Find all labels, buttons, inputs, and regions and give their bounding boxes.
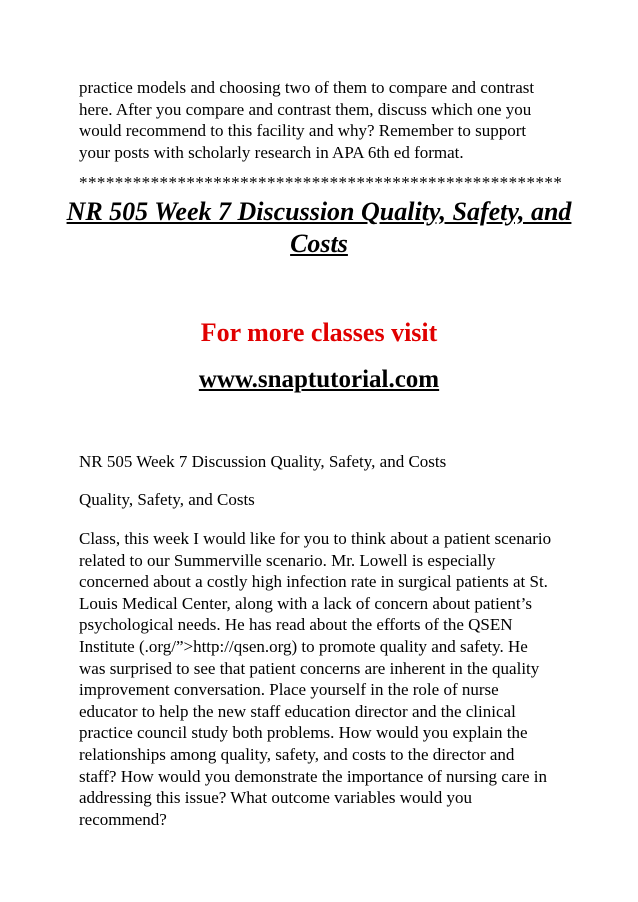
intro-line: would recommend to this facility and why? Remember to support (79, 121, 527, 141)
topic-subheading: Quality, Safety, and Costs (79, 490, 255, 509)
intro-line: here. After you compare and contrast them, discuss which one you (79, 99, 532, 119)
body-line: staff? How would you demonstrate the importance of nursing care in (79, 766, 547, 786)
body-line: addressing this issue? What outcome variables would you (79, 788, 472, 808)
body-line: Louis Medical Center, along with a lack of concern about patient’s (79, 593, 532, 613)
body-line: Institute (.org/”>http://qsen.org) to promote quality and safety. He (79, 636, 528, 656)
body-line: Class, this week I would like for you to think about a patient scenario (79, 529, 552, 548)
body-paragraph (79, 528, 579, 830)
title-line: Costs (290, 229, 348, 258)
document-title (60, 196, 578, 260)
body-line: improvement conversation. Place yourself in the role of nurse (79, 680, 499, 700)
body-line: related to our Summerville scenario. Mr. Lowell is especially (79, 550, 496, 570)
intro-paragraph (79, 77, 579, 163)
title-line: NR 505 Week 7 Discussion Quality, Safety, and (66, 197, 572, 226)
promo-text: For more classes visit (200, 318, 438, 347)
body-line: practice council study both problems. How would you explain the (79, 723, 528, 743)
body-line: psychological needs. He has read about the efforts of the QSEN (79, 615, 513, 635)
intro-line: practice models and choosing two of them to compare and contrast (79, 78, 535, 97)
body-line: educator to help the new staff education director and the clinical (79, 701, 516, 721)
asterisk-separator: ****************************************************** (79, 173, 563, 192)
body-line: concerned about a costly high infection rate in surgical patients at St. (79, 572, 548, 592)
body-line: relationships among quality, safety, and costs to the director and (79, 744, 515, 764)
course-heading: NR 505 Week 7 Discussion Quality, Safety, and Costs (79, 452, 447, 471)
body-line: recommend? (79, 809, 167, 829)
body-line: was surprised to see that patient concerns are inherent in the quality (79, 658, 540, 678)
website-link[interactable]: www.snaptutorial.com (198, 366, 440, 393)
intro-line: your posts with scholarly research in APA 6th ed format. (79, 142, 464, 162)
